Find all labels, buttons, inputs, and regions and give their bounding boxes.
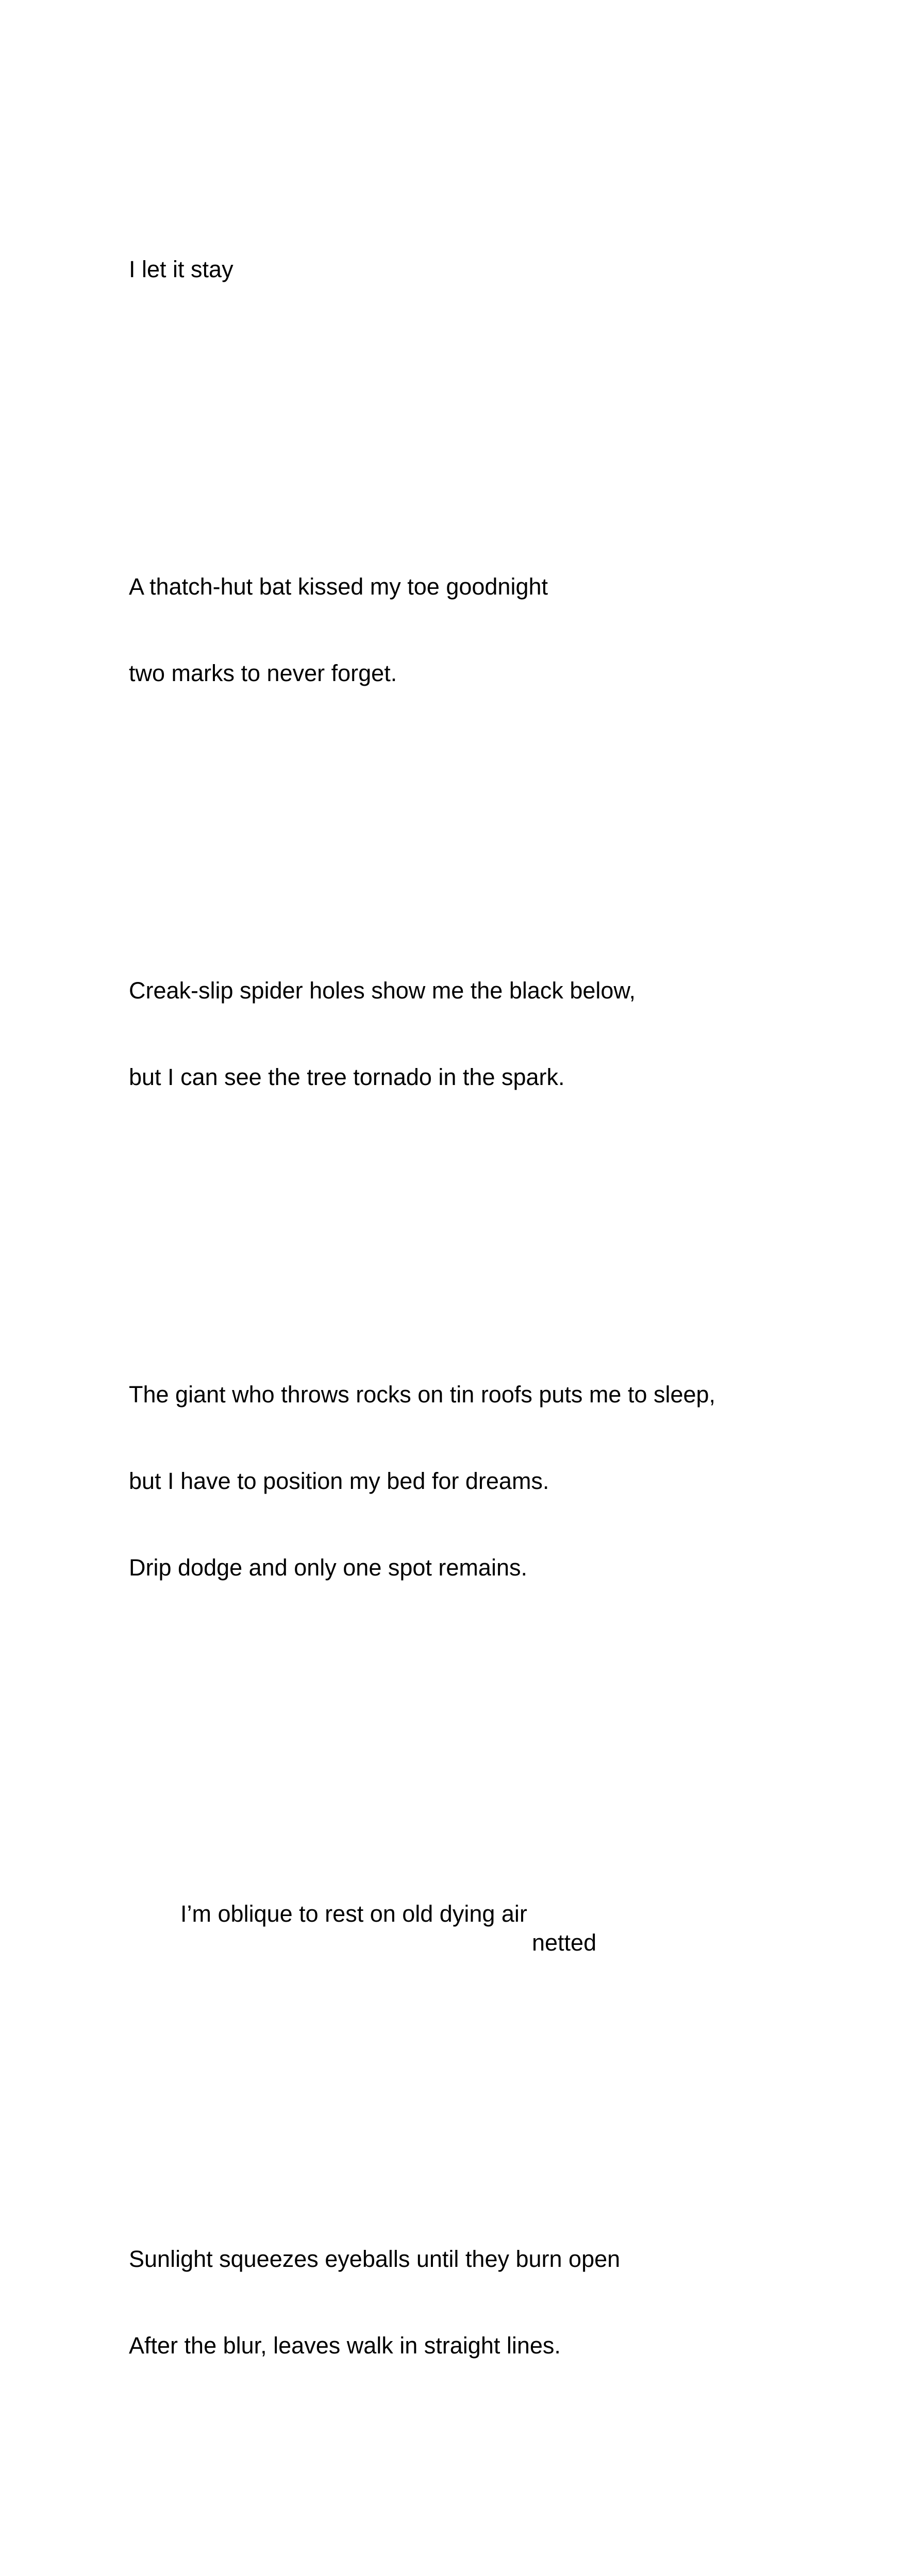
poem-line: but I can see the tree tornado in the spark. xyxy=(129,1064,565,1090)
stanza-5 xyxy=(129,1813,876,1957)
stanza-3 xyxy=(129,919,876,1149)
stanza-gap xyxy=(129,803,876,832)
poem-line: Creak-slip spider holes show me the black below, xyxy=(129,977,636,1004)
poem-line: I let it stay xyxy=(129,256,233,282)
poem-line: A thatch-hut bat kissed my toe goodnight xyxy=(129,573,548,600)
stanza-gap xyxy=(129,399,876,428)
poem-text xyxy=(129,111,876,2576)
poem-line: The giant who throws rocks on tin roofs puts me to sleep, xyxy=(129,1381,716,1408)
poem-line: Drip dodge and only one spot remains. xyxy=(129,1554,527,1581)
stanza-gap xyxy=(129,1207,876,1236)
poem-line-right: netted xyxy=(532,1929,597,1956)
stanza-6 xyxy=(129,2187,876,2418)
poem-line-left: I’m oblique to rest on old dying air xyxy=(180,1901,527,1927)
stanza-1 xyxy=(129,197,876,342)
stanza-4 xyxy=(129,1323,876,1640)
poem-line: Sunlight squeezes eyeballs until they burn open xyxy=(129,2246,621,2272)
poem-line: After the blur, leaves walk in straight lines. xyxy=(129,2332,561,2359)
stanza-gap xyxy=(129,1698,876,1726)
poem-line-split xyxy=(129,1871,876,1956)
poem-line: two marks to never forget. xyxy=(129,660,397,686)
section-gap xyxy=(129,2015,876,2100)
stanza-gap xyxy=(129,2476,876,2504)
stanza-2 xyxy=(129,515,876,745)
poem-line: but I have to position my bed for dreams. xyxy=(129,1468,549,1494)
